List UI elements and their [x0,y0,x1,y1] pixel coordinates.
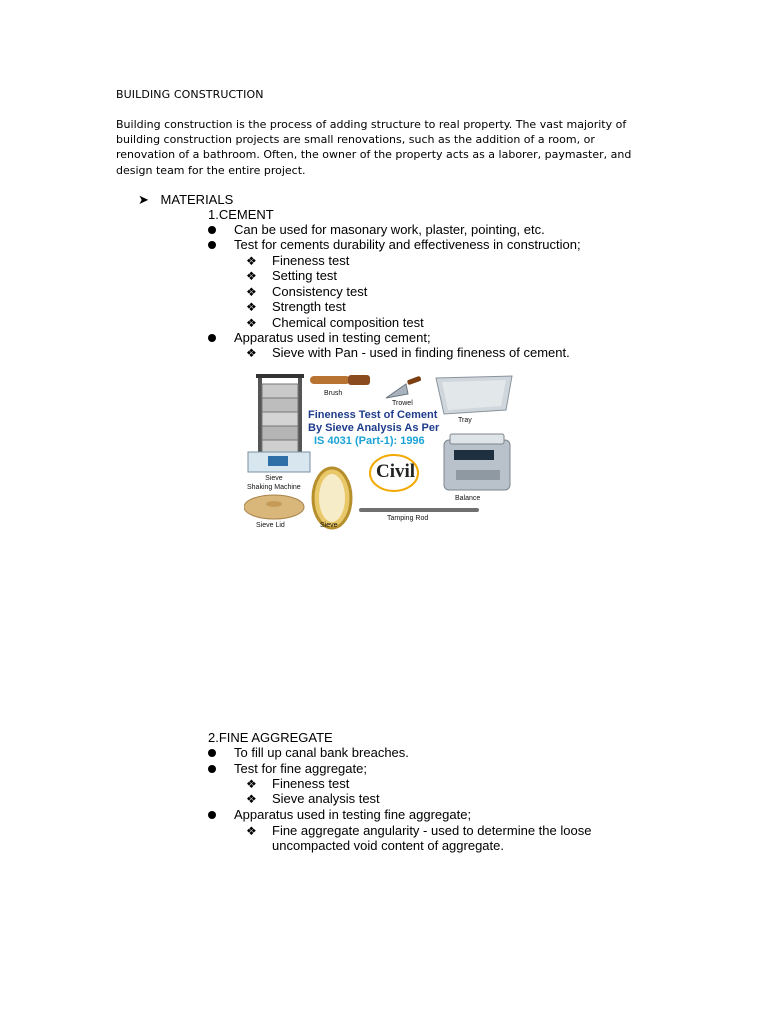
diamond-bullet-icon: ❖ [246,316,257,330]
tray-image [436,376,512,414]
label-sieve-lid: Sieve Lid [256,522,285,529]
sieve-image [313,468,351,528]
diamond-bullet-icon: ❖ [246,269,257,283]
label-trowel: Trowel [392,400,413,407]
fine-aggregate-use-item: To fill up canal bank breaches. [208,745,216,760]
list-item-continuation: uncompacted void content of aggregate. [272,838,504,853]
civil-logo-text: Civil [376,461,416,482]
diamond-bullet-icon: ❖ [246,285,257,299]
balance-image [444,434,510,490]
cement-title: 1.CEMENT [208,207,274,222]
label-brush: Brush [324,390,343,397]
sieve-lid-image [244,495,304,519]
materials-label: MATERIALS [160,192,234,207]
diamond-bullet-icon: ❖ [246,777,257,791]
cement-apparatus-intro-item: Apparatus used in testing cement; [208,330,216,345]
bullet-icon [208,226,216,234]
bullet-icon [208,334,216,342]
diamond-bullet-icon: ❖ [246,792,257,806]
intro-paragraph: Building construction is the process of adding structure to real property. The vast majority of building construction projects are small renovations, such as the addition of a room, or renovation of a bathroom. Often, the owner of the property acts as a laborer, paymaster, and design team for the entire project. [116,118,632,177]
list-item: ❖ Fine aggregate angularity - used to determine the loose [246,823,592,838]
fine-aggregate-test-intro-item: Test for fine aggregate; [208,761,216,776]
label-tamping-rod: Tamping Rod [387,515,429,522]
fine-aggregate-apparatus-intro-item: Apparatus used in testing fine aggregate; [208,807,216,822]
label-balance: Balance [455,495,481,502]
tamping-rod-image [359,508,479,512]
figure-title-line3: IS 4031 (Part-1): 1996 [314,435,425,447]
list-item: ❖ Sieve with Pan - used in finding fineness of cement. [246,345,570,360]
bullet-icon [208,811,216,819]
figure-title-line2: By Sieve Analysis As Per [308,422,440,434]
sieve-shaking-machine-image [248,374,310,472]
list-item: ❖ Fineness test [246,776,350,791]
diamond-bullet-icon: ❖ [246,824,257,838]
fineness-test-figure [244,370,516,532]
fine-aggregate-title: 2.FINE AGGREGATE [208,730,333,745]
figure-title-line1: Fineness Test of Cement [308,409,438,421]
bullet-icon [208,749,216,757]
list-item: ❖ Strength test [246,299,346,314]
diamond-bullet-icon: ❖ [246,254,257,268]
arrow-bullet-icon: ➤ [138,192,149,207]
document-heading: BUILDING CONSTRUCTION [116,88,264,101]
trowel-image [386,376,422,398]
label-sieve: Sieve [320,522,338,529]
brush-image [310,375,370,385]
label-sieve-machine: Sieve Shaking Machine [247,475,301,491]
label-tray: Tray [458,417,472,424]
list-item: ❖ Sieve analysis test [246,791,380,806]
list-item: ❖ Setting test [246,268,338,283]
list-item: ❖ Fineness test [246,253,350,268]
diamond-bullet-icon: ❖ [246,300,257,314]
cement-test-intro-item: Test for cements durability and effectiveness in construction; [208,237,216,252]
diamond-bullet-icon: ❖ [246,346,257,360]
bullet-icon [208,765,216,773]
list-item: ❖ Consistency test [246,284,368,299]
bullet-icon [208,241,216,249]
apparatus-illustration [244,370,516,532]
list-item: ❖ Chemical composition test [246,315,424,330]
cement-use-item: Can be used for masonary work, plaster, pointing, etc. [208,222,216,237]
materials-item [138,192,233,207]
